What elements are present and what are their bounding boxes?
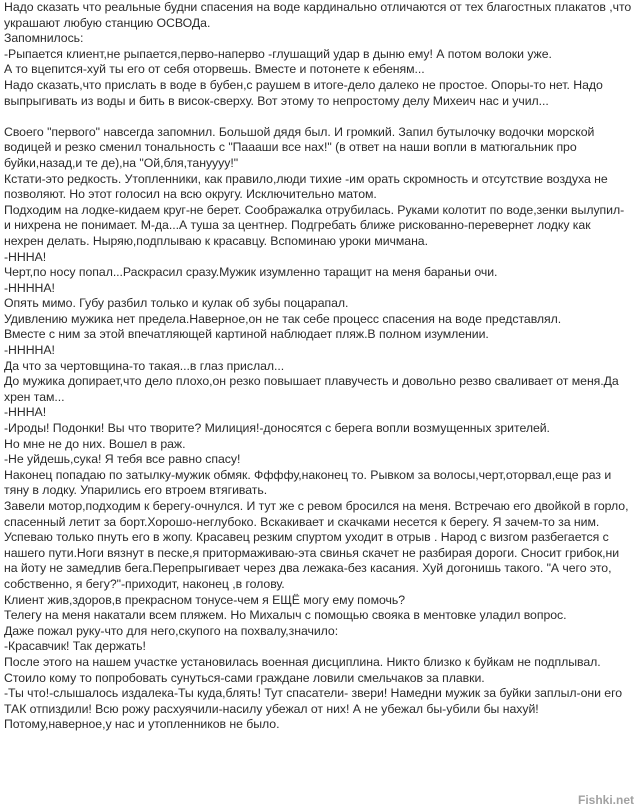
text-line: После этого на нашем участке установилась военная дисциплина. Никто близко к буйкам не подплывал. <box>4 654 601 669</box>
text-line: Надо сказать что реальные будни спасения на воде кардинально отличаются от тех благостных плакатов ,что <box>4 0 632 14</box>
text-line: Подходим на лодке-кидаем круг-не берет. Соображалка отрубилась. Руками колотит по воде,зенки вылупил- <box>4 202 625 217</box>
text-line: -ННННA! <box>4 343 55 358</box>
text-line: До мужика допирает,что дело плохо,он резко повышает плавучесть и довольно резво сваливает от меня.Да <box>4 374 619 389</box>
text-line: нашего пути.Ноги вязнут в песке,я притормаживаю-эта свинья скачет не разбирая дороги. Сносит грибок,ни <box>4 545 620 560</box>
text-line: Да что за чертовщина-то такая...в глаз прислал... <box>4 358 285 373</box>
text-line: А то вцепится-хуй ты его от себя оторвешь. Вместе и потонете к ебеням... <box>4 62 425 77</box>
text-line: украшают любую станцию ОСВОДа. <box>4 15 211 30</box>
text-line: -Не уйдешь,сука! Я тебя все равно спасу! <box>4 452 241 467</box>
text-line: -ННННA! <box>4 280 55 295</box>
paragraph-gap <box>4 109 634 125</box>
text-line: -Рыпается клиент,не рыпается,перво-наперво -глушащий удар в дыню ему! А потом волоки уже. <box>4 46 552 61</box>
text-line: позволяют. Но этот голосил на всю округу. Исключительно матом. <box>4 187 377 202</box>
text-line: буйки,назад,и те де),на "Ой,бля,тануууу!" <box>4 155 239 170</box>
text-line: тяну в лодку. Упарились его втроем втягивать. <box>4 483 268 498</box>
text-line: Завели мотор,подходим к берегу-очнулся. И тут же с ревом бросился на меня. Встречаю его двойкой в горло, <box>4 499 629 513</box>
text-line: Опять мимо. Губу разбил только и кулак об зубы поцарапал. <box>4 296 349 311</box>
text-line: Кстати-это редкость. Утопленники, как правило,люди тихие -им орать скромность и отсутствие воздуха не <box>4 171 608 186</box>
text-line: собственно, я бегу?"-приходит, наконец ,в голову. <box>4 576 285 591</box>
text-line: Черт,по носу попал...Раскрасил сразу.Мужик изумленно таращит на меня бараньи очи. <box>4 265 498 280</box>
text-line: Вместе с ним за этой впечатляющей картиной наблюдает пляж.В полном изумлении. <box>4 327 489 342</box>
text-line: Наконец попадаю по затылку-мужик обмяк. Ффффу,наконец то. Рывком за волосы,черт,оторвал,еще раз и <box>4 467 612 482</box>
text-line: -Ироды! Подонки! Вы что творите? Милиция!-доносятся с берега вопли возмущенных зрителей. <box>4 421 550 436</box>
text-line: Удивлению мужика нет предела.Наверное,он не так себе процесс спасения на воде представлял. <box>4 311 562 326</box>
text-line: Стоило кому то попробовать сунуться-сами граждане ловили смельчаков за плавки. <box>4 670 485 685</box>
text-line: Своего "первого" навсегда запомнил. Большой дядя был. И громкий. Запил бутылочку водочки морской <box>4 124 595 139</box>
text-line: -ННHA! <box>4 405 47 420</box>
text-line: Даже пожал руку-что для него,скупого на похвалу,значило: <box>4 623 339 638</box>
text-line: на йоту не замедлив бега.Перепрыгивает через два лежака-без касания. Хуй догонишь такого. "А чего это, <box>4 561 612 576</box>
text-line: Надо сказать,что прислать в воде в бубен,с раушем в итоге-дело далеко не простое. Опоры-то нет. Надо <box>4 77 603 92</box>
text-line: водицей и резко сменил тональность с "Паааши все нах!" (в ответ на наши вопли в матюгальник про <box>4 140 577 155</box>
paragraph-1 <box>4 0 634 109</box>
text-line: нехрен делать. Ныряю,подплываю к красавцу. Вспоминаю уроки мичмана. <box>4 233 428 248</box>
text-line: -Красавчик! Так держать! <box>4 639 146 654</box>
text-line: Телегу на меня накатали всем пляжем. Но Михалыч с помощью свояка в ментовке уладил вопрос. <box>4 608 567 623</box>
text-line: ТАК отпиздили! Всю рожу расхуячили-насилу убежал от них! А не убежал бы-убили бы нахуй! <box>4 701 539 716</box>
text-line: выпрыгивать из воды и бить в висок-сверху. Вот этому то непростому делу Михеич нас и учил... <box>4 93 549 108</box>
watermark: Fishki.net <box>577 793 634 807</box>
text-line: хрен там... <box>4 389 65 404</box>
text-line: -Ты что!-слышалось издалека-Ты куда,блять! Тут спасатели- звери! Намедни мужик за буйки заплыл-они его <box>4 686 623 701</box>
text-line: Потому,наверное,у нас и утопленников не было. <box>4 717 280 732</box>
text-line: спасенный летит за борт.Хорошо-неглубоко. Вскакивает и скачками несется к берегу. Я зачем-то за ним. <box>4 514 600 529</box>
text-line: -ННHA! <box>4 249 47 264</box>
post-text <box>4 0 634 733</box>
text-line: Клиент жив,здоров,в прекрасном тонусе-чем я ЕЩЁ могу ему помочь? <box>4 592 406 607</box>
paragraph-2 <box>4 125 634 733</box>
text-line: Запомнилось: <box>4 31 84 46</box>
text-line: Но мне не до них. Вошел в раж. <box>4 436 186 451</box>
text-line: Успеваю только пнуть его в жопу. Красавец резким спуртом уходит в отрыв . Народ с визгом разбегается с <box>4 530 609 545</box>
text-line: и нихрена не понимает. М-да...А туша за центнер. Подгребать ближе рискованно-перевернет лодку как <box>4 218 591 233</box>
